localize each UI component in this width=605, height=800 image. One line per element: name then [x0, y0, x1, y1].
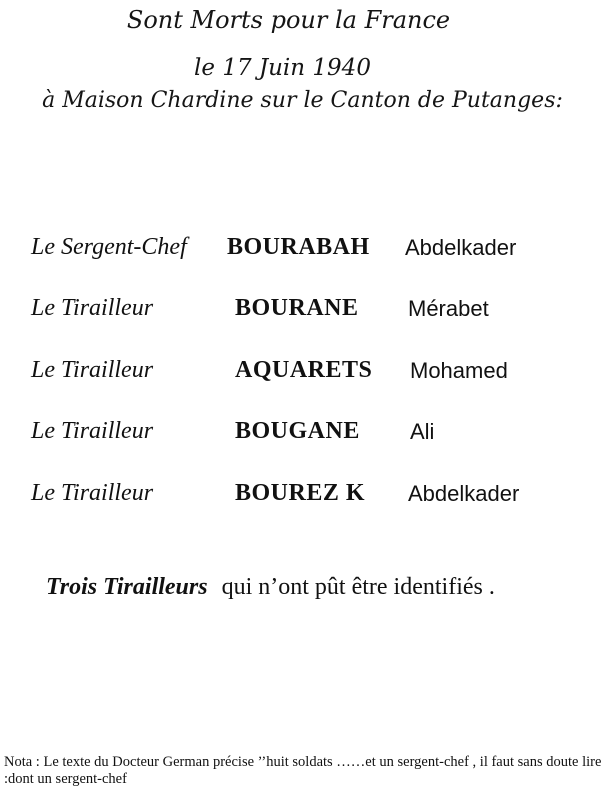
footnote: Nota : Le texte du Docteur German précise ’’huit soldats ……et un sergent-chef , il faut sans doute lire :dont un sergent-chef [4, 754, 602, 787]
roster-row [0, 418, 605, 458]
unidentified-note [46, 574, 495, 601]
rank-label: Le Tirailleur [31, 295, 154, 321]
surname: AQUARETS [235, 357, 373, 383]
given-name: Abdelkader [405, 235, 517, 260]
roster-row [0, 234, 605, 274]
surname: BOURABAH [227, 234, 370, 260]
roster-row [0, 295, 605, 335]
header-location: à Maison Chardine sur le Canton de Putanges: [42, 88, 563, 113]
given-name: Mohamed [410, 358, 508, 383]
given-name: Ali [410, 419, 435, 444]
roster-row [0, 480, 605, 520]
surname: BOUREZ K [235, 480, 366, 506]
header-date: le 17 Juin 1940 [194, 55, 371, 81]
given-name: Abdelkader [408, 481, 520, 506]
given-name: Mérabet [408, 296, 489, 321]
unidentified-lead: Trois Tirailleurs [46, 574, 208, 600]
surname: BOUGANE [235, 418, 360, 444]
rank-label: Le Tirailleur [31, 480, 154, 506]
surname: BOURANE [235, 295, 359, 321]
rank-label: Le Tirailleur [31, 357, 154, 383]
rank-label: Le Sergent-Chef [31, 234, 187, 260]
unidentified-rest: qui n’ont pût être identifiés . [221, 574, 495, 600]
roster-row [0, 357, 605, 397]
header-title: Sont Morts pour la France [126, 6, 451, 34]
rank-label: Le Tirailleur [31, 418, 154, 444]
